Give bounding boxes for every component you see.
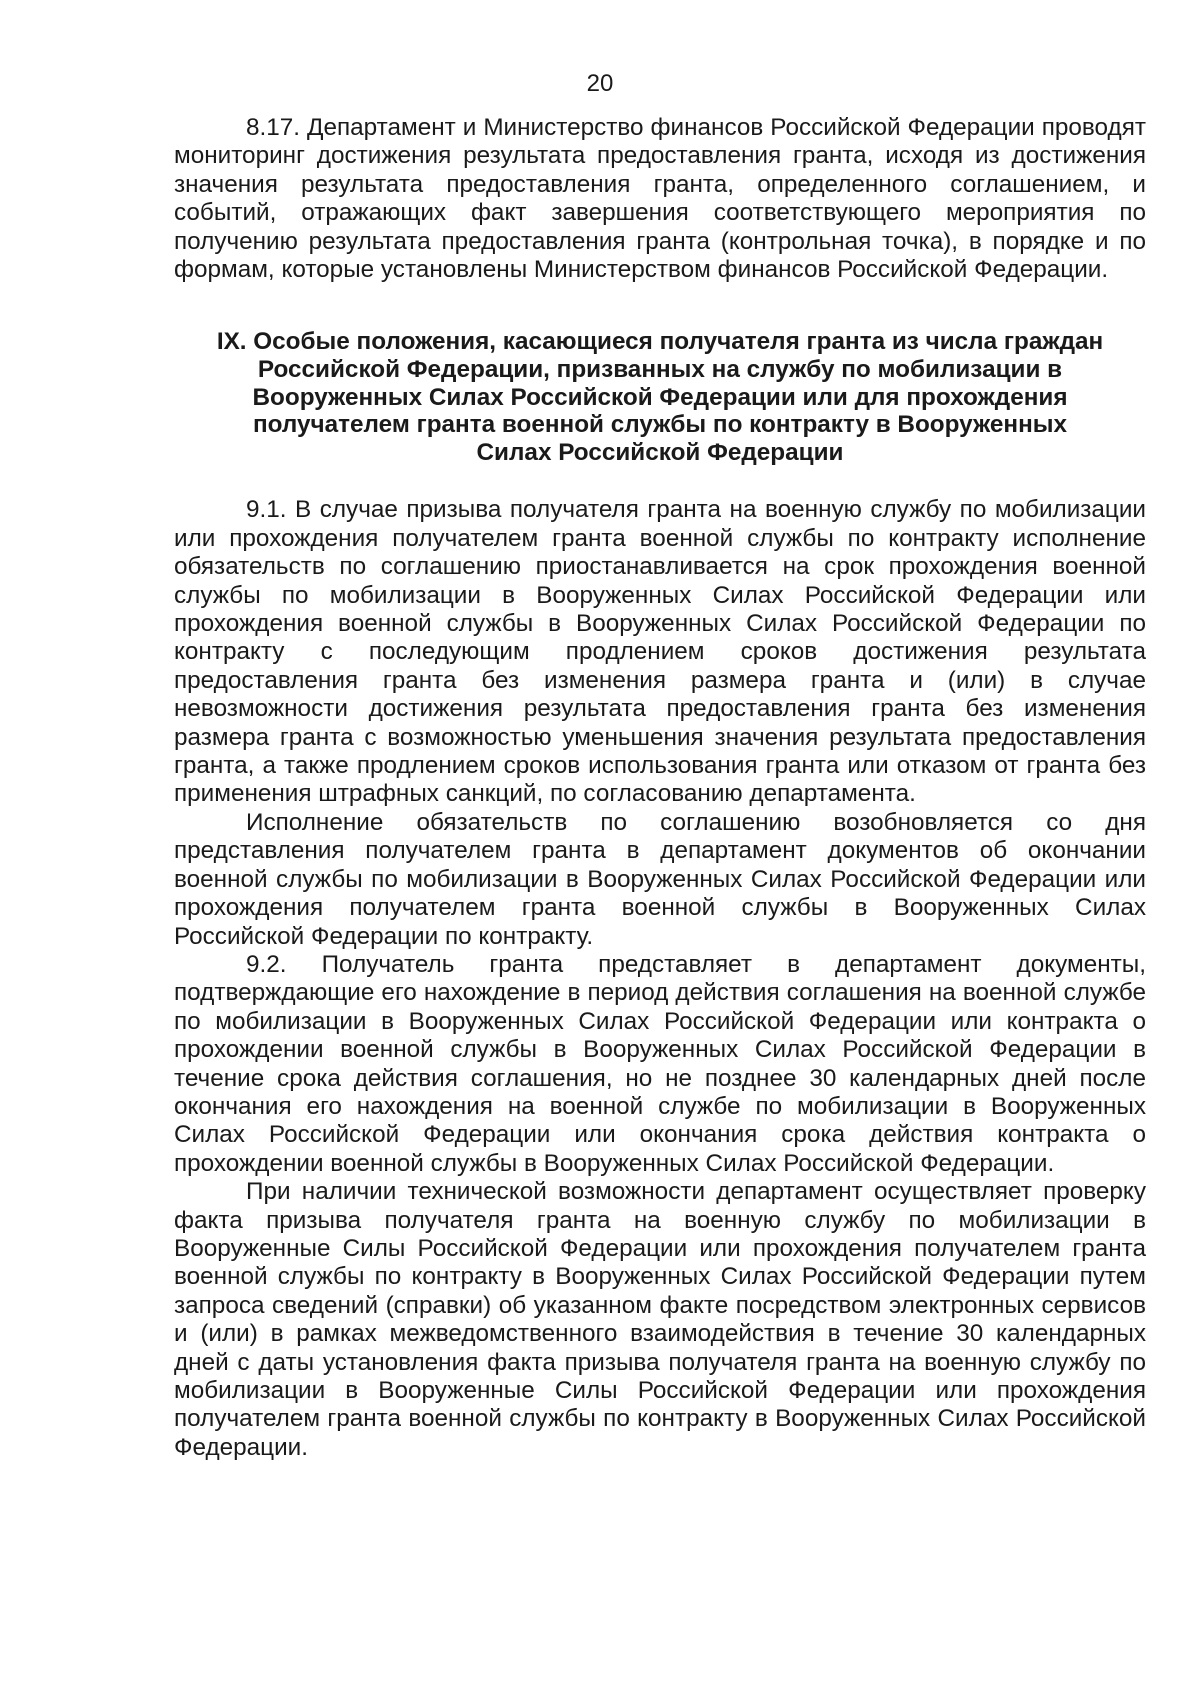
paragraph-9-1: 9.1. В случае призыва получателя гранта на военную службу по мобилизации или прохождения получателем гранта военной службы по контракту исполнение обязательств по соглашению приостанавливается на срок прохождения военной службы по мобилизации в Вооруженных Силах Российской Федерации или прохождения военной службы в Вооруженных Силах Российской Федерации по контракту с последующим продлением сроков достижения результата предоставления гранта без изменения размера гранта и (или) в случае невозможности достижения результата предоставления гранта без изменения размера гранта с возможностью уменьшения значения результата предоставления гранта, а также продлением сроков использования гранта или отказом от гранта без применения штрафных санкций, по согласованию департамента. bbox=[174, 496, 1146, 808]
paragraph-9-1-resumption: Исполнение обязательств по соглашению возобновляется со дня представления получателем гранта в департамент документов об окончании военной службы по мобилизации в Вооруженных Силах Российской Федерации или прохождения получателем гранта военной службы в Вооруженных Силах Российской Федерации по контракту. bbox=[174, 808, 1146, 950]
page-number: 20 bbox=[586, 70, 614, 97]
section-heading: IX. Особые положения, касающиеся получателя гранта из числа граждан Российской Федерации, призванных на службу по мобилизации в Вооруженных Силах Российской Федерации или для прохождения получателем гранта военной службы по контракту в Вооруженных Силах Российской Федерации bbox=[216, 328, 1104, 466]
paragraph-9-2: 9.2. Получатель гранта представляет в департамент документы, подтверждающие его нахождение в период действия соглашения на военной службе по мобилизации в Вооруженных Силах Российской Федерации или контракта о прохождении военной службы в Вооруженных Силах Российской Федерации в течение срока действия соглашения, но не позднее 30 календарных дней после окончания его нахождения на военной службе по мобилизации в Вооруженных Силах Российской Федерации или окончания срока действия контракта о прохождении военной службы в Вооруженных Силах Российской Федерации. bbox=[174, 950, 1146, 1177]
paragraph-8-17: 8.17. Департамент и Министерство финансов Российской Федерации проводят мониторинг достижения результата предоставления гранта, исходя из достижения значения результата предоставления гранта, определенного соглашением, и событий, отражающих факт завершения соответствующего мероприятия по получению результата предоставления гранта (контрольная точка), в порядке и по формам, которые установлены Министерством финансов Российской Федерации. bbox=[174, 114, 1146, 284]
document-body bbox=[174, 114, 1146, 1462]
paragraph-9-2-verification: При наличии технической возможности департамент осуществляет проверку факта призыва получателя гранта на военную службу по мобилизации в Вооруженные Силы Российской Федерации или прохождения получателем гранта военной службы по контракту в Вооруженных Силах Российской Федерации путем запроса сведений (справки) об указанном факте посредством электронных сервисов и (или) в рамках межведомственного взаимодействия в течение 30 календарных дней с даты установления факта призыва получателя гранта на военную службу по мобилизации в Вооруженные Силы Российской Федерации или прохождения получателем гранта военной службы по контракту в Вооруженных Силах Российской Федерации. bbox=[174, 1178, 1146, 1461]
